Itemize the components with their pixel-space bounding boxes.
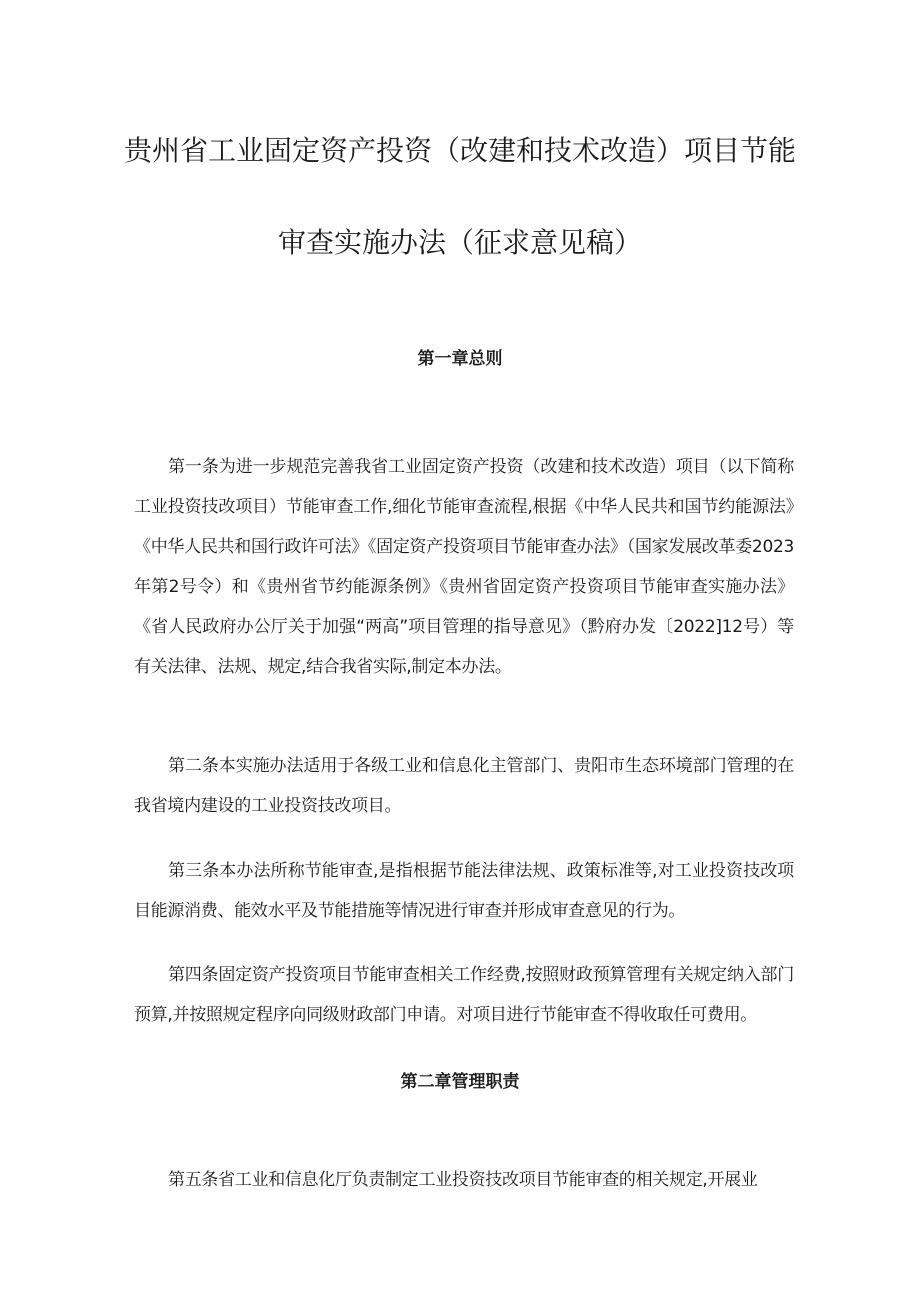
article-5: 第五条省工业和信息化厅负责制定工业投资技改项目节能审查的相关规定,开展业	[168, 1170, 758, 1190]
document-title-line1: 贵州省工业固定资产投资（改建和技术改造）项目节能	[123, 134, 796, 167]
chapter-heading-1: 第一章总则	[417, 349, 503, 369]
article-2: 第二条本实施办法适用于各级工业和信息化主管部门、贵阳市生态环境部门管理的在我省境内建设的工业投资技改项目。	[134, 756, 794, 816]
article-3: 第三条本办法所称节能审查,是指根据节能法律法规、政策标准等,对工业投资技改项目能源消费、能效水平及节能措施等情况进行审查并形成审查意见的行为。	[134, 861, 794, 921]
document-title-line2: 审查实施办法（征求意见稿）	[277, 226, 642, 259]
article-4: 第四条固定资产投资项目节能审查相关工作经费,按照财政预算管理有关规定纳入部门预算,并按照规定程序向同级财政部门申请。对项目进行节能审查不得收取任可费用。	[134, 965, 794, 1025]
article-1: 第一条为进一步规范完善我省工业固定资产投资（改建和技术改造）项目（以下简称工业投资技改项目）节能审查工作,细化节能审查流程,根据《中华人民共和国节约能源法》《中华人民共和国行政许可法》《固定资产投资项目节能审查办法》（国家发展改革委2023年第2号令）和《贵州省节约能源条例》《贵州省固定资产投资项目节能审查实施办法》《省人民政府办公厅关于加强“两高”项目管理的指导意见》（黔府办发〔2022]12号）等有关法律、法规、规定,结合我省实际,制定本办法。	[134, 457, 794, 677]
chapter-heading-2: 第二章管理职责	[400, 1072, 520, 1092]
